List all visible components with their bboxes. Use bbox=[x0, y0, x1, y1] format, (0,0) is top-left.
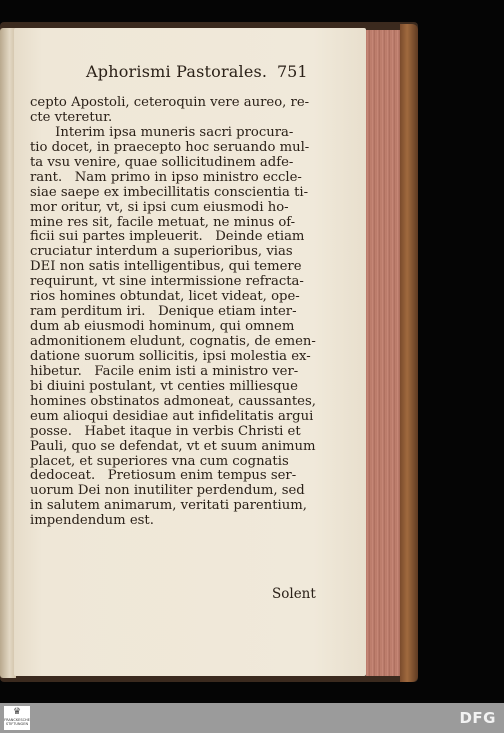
running-head: Aphorismi Pastorales. bbox=[86, 62, 268, 81]
dfg-logo[interactable]: DFG bbox=[459, 709, 496, 727]
text-line: hibetur. Facile enim isti a ministro ver- bbox=[30, 363, 299, 379]
book-spine-edge bbox=[400, 24, 418, 682]
viewer-footer-bar bbox=[0, 703, 504, 733]
text-line: in salutem animarum, veritati parentium, bbox=[30, 498, 307, 514]
text-line: ta vsu venire, quae sollicitudinem adfe- bbox=[30, 154, 294, 170]
text-line: ram perditum iri. Denique etiam inter- bbox=[30, 304, 297, 320]
text-line: dedoceat. Pretiosum enim tempus ser- bbox=[30, 468, 297, 484]
institution-emblem-icon: ♛ bbox=[12, 707, 22, 717]
page-number: 751 bbox=[277, 62, 308, 81]
fore-edge bbox=[366, 30, 402, 676]
institution-logo[interactable] bbox=[4, 706, 30, 730]
text-line: mor oritur, vt, si ipsi cum eiusmodi ho- bbox=[30, 199, 289, 215]
text-line: requirunt, vt sine intermissione refracta- bbox=[30, 274, 304, 290]
text-line: tio docet, in praecepto hoc seruando mul- bbox=[30, 139, 310, 155]
body-text bbox=[30, 96, 316, 529]
text-line: bi diuini postulant, vt centies milliesque bbox=[30, 378, 298, 394]
text-line: placet, et superiores vna cum cognatis bbox=[30, 453, 289, 469]
text-line: posse. Habet itaque in verbis Christi et bbox=[30, 423, 301, 439]
text-line: siae saepe ex imbecillitatis conscientia ti- bbox=[30, 184, 309, 200]
text-line: cepto Apostoli, ceteroquin vere aureo, re- bbox=[30, 95, 310, 110]
institution-logo-text: FRANCKESCHE STIFTUNGEN bbox=[4, 718, 30, 726]
text-line: impendendum est. bbox=[30, 513, 154, 529]
text-line: ficii sui partes impleuerit. Deinde etiam bbox=[30, 229, 305, 245]
text-line: DEI non satis intelligentibus, qui temere bbox=[30, 259, 302, 275]
text-line: datione suorum sollicitis, ipsi molestia ex- bbox=[30, 348, 311, 364]
text-line: Interim ipsa muneris sacri procura- bbox=[30, 124, 294, 140]
text-line: dum ab eiusmodi hominum, qui omnem bbox=[30, 319, 295, 335]
text-line: uorum Dei non inutiliter perdendum, sed bbox=[30, 483, 305, 499]
text-line: rant. Nam primo in ipso ministro eccle- bbox=[30, 169, 302, 185]
text-line: mine res sit, facile metuat, ne minus of- bbox=[30, 214, 296, 230]
catchword: Solent bbox=[272, 586, 316, 602]
text-line: cruciatur interdum a superioribus, vias bbox=[30, 244, 293, 260]
text-line: admonitionem eludunt, cognatis, de emen- bbox=[30, 334, 316, 349]
text-line: eum alioqui desidiae aut infidelitatis argui bbox=[30, 408, 314, 424]
text-line: Pauli, quo se defendat, vt et suum animum bbox=[30, 438, 316, 454]
text-line: cte vteretur. bbox=[30, 109, 113, 125]
text-line: rios homines obtundat, licet videat, ope- bbox=[30, 289, 300, 305]
text-line: homines obstinatos admoneat, caussantes, bbox=[30, 393, 316, 409]
